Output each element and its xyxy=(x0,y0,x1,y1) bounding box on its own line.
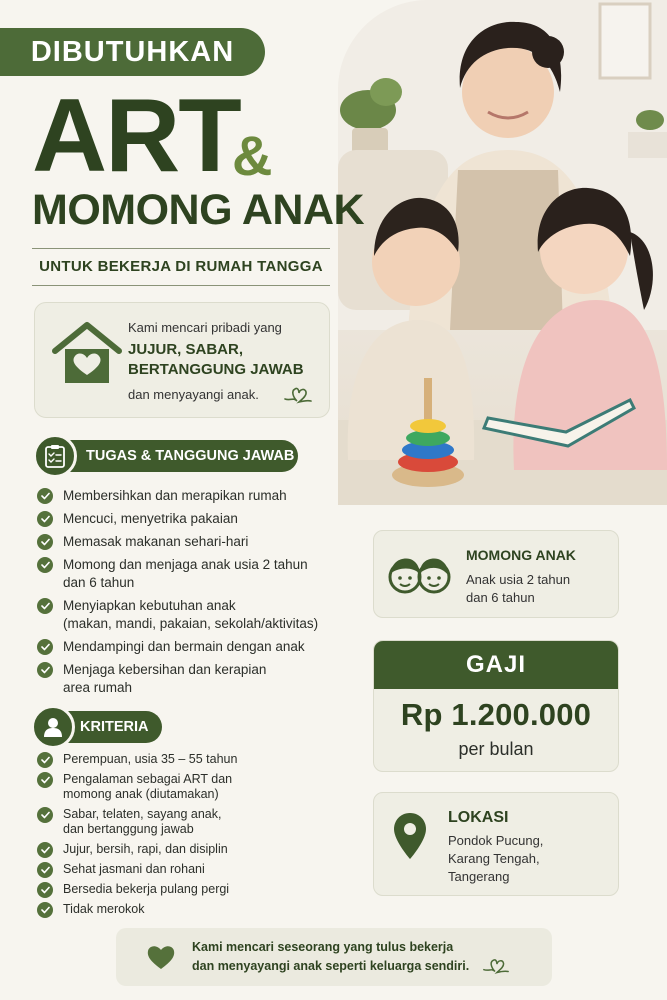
check-icon xyxy=(37,807,53,823)
momong-card-title: MOMONG ANAK xyxy=(466,547,576,563)
location-line-3: Tangerang xyxy=(448,869,510,884)
family-photo xyxy=(338,0,667,505)
check-icon xyxy=(37,752,53,768)
criteria-item xyxy=(37,882,337,897)
criteria-item xyxy=(37,862,337,877)
person-icon xyxy=(42,716,64,738)
tasks-item xyxy=(37,533,337,551)
tasks-item-text: Momong dan menjaga anak usia 2 tahun xyxy=(63,557,308,572)
criteria-item xyxy=(37,807,337,837)
intro-card xyxy=(34,302,330,418)
check-icon xyxy=(37,511,53,527)
children-faces-icon xyxy=(386,551,454,597)
salary-card xyxy=(373,640,619,772)
criteria-list xyxy=(37,752,337,922)
criteria-item-text: Perempuan, usia 35 – 55 tahun xyxy=(63,752,238,766)
tasks-item xyxy=(37,510,337,528)
criteria-item-text: Sabar, telaten, sayang anak, xyxy=(63,807,222,821)
check-icon xyxy=(37,842,53,858)
tasks-item-text: (makan, mandi, pakaian, sekolah/aktivitas) xyxy=(63,616,319,631)
woman-and-children-illustration xyxy=(338,0,667,505)
clipboard-icon xyxy=(44,444,66,468)
criteria-heading: KRITERIA xyxy=(80,719,149,735)
tasks-icon-badge xyxy=(33,434,77,478)
criteria-item-text: Jujur, bersih, rapi, dan disiplin xyxy=(63,842,228,856)
momong-card-line-2: dan 6 tahun xyxy=(466,590,535,605)
tasks-item xyxy=(37,487,337,505)
check-icon xyxy=(37,772,53,788)
check-icon xyxy=(37,882,53,898)
heart-icon xyxy=(146,944,176,970)
location-pin-icon xyxy=(392,811,428,861)
tasks-item xyxy=(37,638,337,656)
check-icon xyxy=(37,902,53,918)
intro-line-3: BERTANGGUNG JAWAB xyxy=(128,361,304,378)
check-icon xyxy=(37,534,53,550)
intro-line-1: Kami mencari pribadi yang xyxy=(128,320,282,335)
title-ampersand: & xyxy=(232,124,273,187)
tasks-item xyxy=(37,661,337,697)
title-art: ART xyxy=(32,78,240,194)
criteria-item-text: Sehat jasmani dan rohani xyxy=(63,862,205,876)
criteria-item-text: momong anak (diutamakan) xyxy=(63,787,219,801)
tasks-item-text: dan 6 tahun xyxy=(63,575,135,590)
footer-line-2: dan menyayangi anak seperti keluarga sendiri. xyxy=(192,959,470,973)
tasks-heading-bar xyxy=(56,440,298,472)
divider-bottom xyxy=(32,285,330,286)
tasks-item-text: Mencuci, menyetrika pakaian xyxy=(63,511,238,526)
location-card xyxy=(373,792,619,896)
criteria-icon-badge xyxy=(31,705,75,749)
check-icon xyxy=(37,639,53,655)
tasks-item-text: area rumah xyxy=(63,680,133,695)
salary-label: GAJI xyxy=(374,641,618,689)
salary-amount: Rp 1.200.000 xyxy=(400,697,592,732)
criteria-item-text: Bersedia bekerja pulang pergi xyxy=(63,882,230,896)
check-icon xyxy=(37,557,53,573)
tasks-item-text: Mendampingi dan bermain dengan anak xyxy=(63,639,305,654)
check-icon xyxy=(37,488,53,504)
title-momong-anak: MOMONG ANAK xyxy=(32,186,365,234)
criteria-item xyxy=(37,772,337,802)
criteria-item-text: Tidak merokok xyxy=(63,902,145,916)
check-icon xyxy=(37,598,53,614)
criteria-item-text: dan bertanggung jawab xyxy=(63,822,194,836)
location-line-1: Pondok Pucung, xyxy=(448,833,544,848)
tasks-heading: TUGAS & TANGGUNG JAWAB xyxy=(86,448,295,464)
momong-card xyxy=(373,530,619,618)
house-heart-icon xyxy=(51,317,123,389)
check-icon xyxy=(37,862,53,878)
heart-line-icon xyxy=(482,954,510,976)
footer-banner xyxy=(116,928,552,986)
intro-line-2: JUJUR, SABAR, xyxy=(128,341,244,358)
tasks-list xyxy=(37,487,337,702)
location-title: LOKASI xyxy=(448,809,509,826)
criteria-item xyxy=(37,842,337,857)
momong-card-line-1: Anak usia 2 tahun xyxy=(466,572,571,587)
footer-line-1: Kami mencari seseorang yang tulus bekerja xyxy=(192,940,454,954)
heart-line-icon xyxy=(283,383,313,405)
check-icon xyxy=(37,662,53,678)
tasks-item-text: Membersihkan dan merapikan rumah xyxy=(63,488,287,503)
salary-period: per bulan xyxy=(458,739,534,759)
intro-line-4: dan menyayangi anak. xyxy=(128,387,259,402)
tasks-item-text: Menjaga kebersihan dan kerapian xyxy=(63,662,267,677)
criteria-item xyxy=(37,902,337,917)
tasks-item-text: Memasak makanan sehari-hari xyxy=(63,534,249,549)
tasks-item-text: Menyiapkan kebutuhan anak xyxy=(63,598,236,613)
location-line-2: Karang Tengah, xyxy=(448,851,540,866)
criteria-item xyxy=(37,752,337,767)
divider-top xyxy=(32,248,330,249)
subtitle: UNTUK BEKERJA DI RUMAH TANGGA xyxy=(39,258,323,275)
criteria-item-text: Pengalaman sebagai ART dan xyxy=(63,772,233,786)
tasks-item xyxy=(37,597,337,633)
tasks-item xyxy=(37,556,337,592)
hiring-badge: DIBUTUHKAN xyxy=(0,28,265,76)
